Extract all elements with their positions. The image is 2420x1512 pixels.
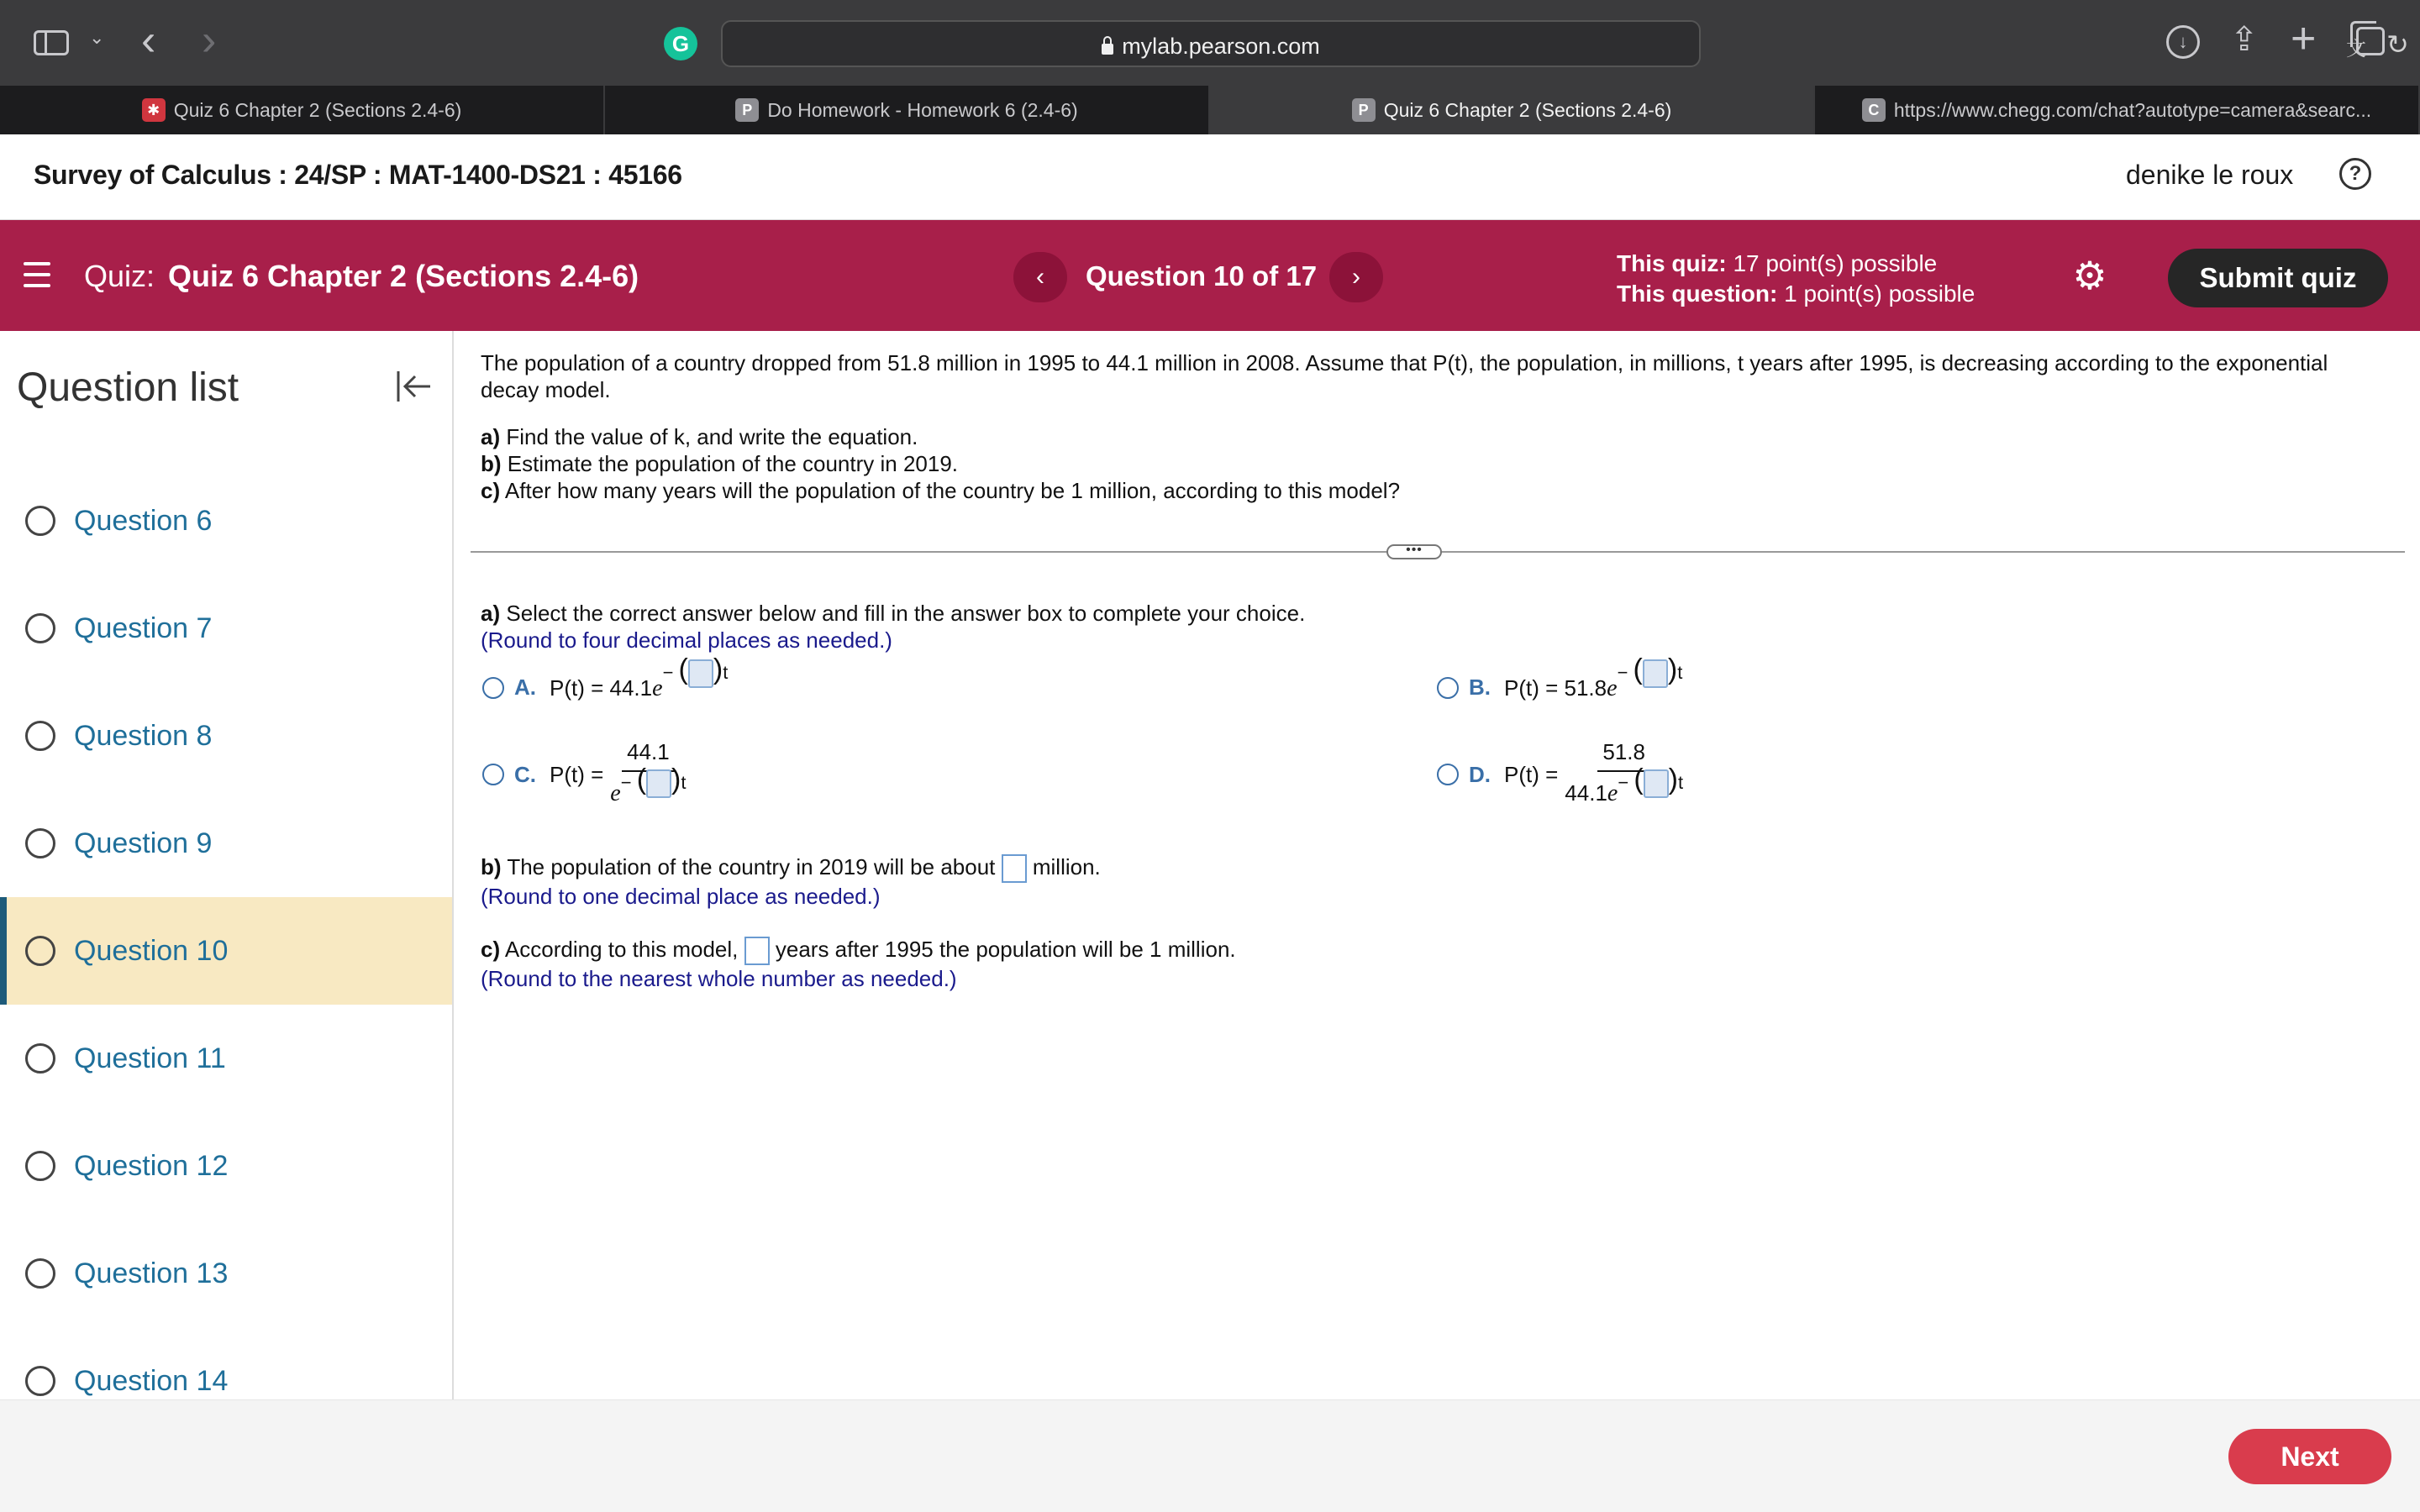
euler-e: e — [1607, 675, 1618, 701]
question-list-item-13[interactable] — [0, 1220, 452, 1327]
browser-tab-bar — [0, 86, 2420, 134]
choice-lhs: P(t) = 44.1 — [550, 675, 653, 701]
part-c-after: years after 1995 the population will be 1 million. — [775, 937, 1236, 962]
fraction-denominator: $44.1e^{- ( )t}$ — [1565, 764, 1684, 806]
part-c-hint: (Round to the nearest whole number as needed.) — [481, 966, 957, 992]
quiz-header — [0, 220, 2420, 331]
choice-letter: C. — [514, 761, 536, 787]
choice-lhs: P(t) = — [550, 761, 604, 787]
new-tab-icon[interactable]: + — [2291, 14, 2317, 63]
settings-gear-icon[interactable]: ⚙ — [2072, 254, 2107, 297]
radio-circle-icon — [25, 613, 55, 643]
answer-box-part-b[interactable] — [1002, 854, 1027, 883]
choice-radio-button[interactable] — [1437, 764, 1459, 785]
choice-c-fraction — [610, 739, 686, 810]
user-name[interactable]: denike le roux — [2126, 160, 2294, 190]
forward-arrow-icon[interactable]: › — [202, 16, 217, 65]
answer-box-choice-c[interactable] — [646, 769, 671, 798]
choice-letter: B. — [1469, 675, 1491, 701]
part-b-hint: (Round to one decimal place as needed.) — [481, 884, 881, 910]
quiz-points-value: 17 point(s) possible — [1733, 250, 1938, 276]
reload-icon[interactable]: ↻ — [2386, 29, 2409, 60]
subpart-c-lead: c) — [481, 478, 501, 503]
question-list-title: Question list — [17, 365, 239, 410]
radio-circle-icon — [25, 1258, 55, 1289]
neg-sign: − — [1617, 662, 1628, 683]
page-footer — [0, 1399, 2420, 1512]
radio-circle-icon — [25, 1366, 55, 1396]
subpart-a-lead: a) — [481, 424, 501, 449]
back-arrow-icon[interactable]: ‹ — [141, 16, 156, 65]
question-list-item-11[interactable] — [0, 1005, 452, 1112]
question-list-item-label: Question 9 — [74, 827, 213, 859]
radio-circle-icon — [25, 1043, 55, 1074]
exponent-t: t — [1677, 662, 1683, 683]
help-icon[interactable]: ? — [2339, 158, 2371, 190]
subpart-c-text: After how many years will the population of the country be 1 million, according to this model? — [504, 478, 1401, 503]
part-c-lead: c) — [481, 937, 501, 962]
question-prompt: The population of a country dropped from 51.8 million in 1995 to 44.1 million in 2008. Assume that P(t), the population, in millions, t years after 1995, is decreasing according to the exponential decay model. — [481, 350, 2328, 402]
question-content — [455, 331, 2420, 1399]
choice-a[interactable] — [482, 654, 729, 705]
hamburger-menu-icon[interactable] — [24, 262, 50, 287]
question-list-item-8[interactable] — [0, 682, 452, 790]
translate-icon[interactable]: 文 — [2346, 38, 2366, 60]
previous-question-button[interactable]: ‹ — [1013, 252, 1067, 302]
answer-box-choice-b[interactable] — [1643, 659, 1668, 688]
subpart-b-text: Estimate the population of the country in 2019. — [507, 451, 959, 476]
course-title: Survey of Calculus : 24/SP : MAT-1400-DS21 : 45166 — [34, 160, 682, 190]
part-c — [481, 936, 1236, 992]
neg-sign: − — [1618, 772, 1629, 793]
pearson-favicon-icon: P — [735, 98, 759, 122]
question-list-item-6[interactable] — [0, 467, 452, 575]
browser-tab-quiz[interactable] — [0, 86, 605, 134]
tab-label: Quiz 6 Chapter 2 (Sections 2.4-6) — [173, 98, 462, 121]
part-b-lead: b) — [481, 854, 502, 879]
quiz-name: Quiz 6 Chapter 2 (Sections 2.4-6) — [168, 259, 639, 293]
choice-radio-button[interactable] — [482, 677, 504, 699]
quiz-favicon-icon: ✱ — [142, 98, 166, 122]
url-text: mylab.pearson.com — [1122, 34, 1320, 59]
choice-a-expression: $P(t) = 44.1e^{- ( )t}$ — [550, 654, 729, 701]
radio-circle-icon — [25, 1151, 55, 1181]
neg-sign: − — [620, 772, 632, 793]
euler-e: e — [1607, 780, 1618, 806]
tab-label: Do Homework - Homework 6 (2.4-6) — [767, 98, 1078, 121]
sidebar-toggle-icon[interactable] — [34, 30, 69, 55]
browser-tab-chegg[interactable] — [1815, 86, 2420, 134]
question-list-item-14[interactable] — [0, 1327, 452, 1399]
question-list-item-label: Question 7 — [74, 612, 213, 644]
part-a-lead: a) — [481, 601, 501, 626]
submit-quiz-button[interactable]: Submit quiz — [2168, 249, 2388, 307]
question-list-item-label: Question 8 — [74, 719, 213, 752]
exponent-t: t — [723, 662, 729, 683]
part-c-before: According to this model, — [504, 937, 739, 962]
lock-icon — [1102, 44, 1113, 55]
chegg-favicon-icon: C — [1862, 98, 1886, 122]
radio-circle-icon — [25, 506, 55, 536]
tab-label: https://www.chegg.com/chat?autotype=camera&searc... — [1893, 98, 2372, 121]
browser-tab-quiz-active[interactable] — [1210, 86, 1815, 134]
choice-lhs: P(t) = 51.8 — [1504, 675, 1607, 701]
share-icon[interactable]: ⇪ — [2230, 21, 2259, 58]
url-display — [723, 34, 1699, 60]
question-list-item-label: Question 10 — [74, 934, 229, 967]
question-list-item-label: Question 6 — [74, 504, 213, 537]
download-icon[interactable]: ↓ — [2166, 25, 2200, 59]
subpart-a-text: Find the value of k, and write the equation. — [506, 424, 918, 449]
choice-radio-button[interactable] — [482, 764, 504, 785]
radio-circle-icon — [25, 721, 55, 751]
question-list-item-10-current[interactable] — [0, 897, 452, 1005]
radio-circle-icon — [25, 828, 55, 858]
answer-box-choice-a[interactable] — [688, 659, 713, 688]
choice-radio-button[interactable] — [1437, 677, 1459, 699]
quiz-points-label: This quiz: — [1617, 250, 1727, 276]
part-a-text: Select the correct answer below and fill in the answer box to complete your choice. — [506, 601, 1306, 626]
question-points-label: This question: — [1617, 281, 1778, 307]
question-list-item-label: Question 14 — [74, 1364, 229, 1397]
subpart-b-lead: b) — [481, 451, 502, 476]
next-button[interactable]: Next — [2228, 1429, 2391, 1484]
tab-label: Quiz 6 Chapter 2 (Sections 2.4-6) — [1383, 98, 1672, 121]
answer-box-part-c[interactable] — [744, 937, 770, 965]
exponent-t: t — [681, 772, 687, 793]
fraction-numerator: 44.1 — [622, 739, 675, 772]
grammarly-extension-icon[interactable]: G — [664, 27, 697, 60]
choice-c[interactable] — [482, 739, 687, 810]
part-a-hint: (Round to four decimal places as needed.) — [481, 627, 892, 653]
answer-box-choice-d[interactable] — [1644, 769, 1669, 798]
fraction-numerator: 51.8 — [1597, 739, 1650, 772]
tab-overview-icon[interactable] — [2356, 27, 2385, 55]
part-b — [481, 853, 1101, 910]
fraction-denominator: $e^{- ( )t}$ — [610, 764, 687, 806]
question-list-item-12[interactable] — [0, 1112, 452, 1220]
question-subparts — [481, 423, 1400, 504]
question-list-panel — [0, 331, 454, 1399]
question-list-item-label: Question 12 — [74, 1149, 229, 1182]
expand-handle-icon[interactable]: ••• — [1386, 544, 1442, 559]
chevron-down-icon[interactable]: ⌄ — [89, 27, 105, 48]
choice-d[interactable] — [1437, 739, 1683, 810]
question-list-item-9[interactable] — [0, 790, 452, 897]
question-list-item-7[interactable] — [0, 575, 452, 682]
denominator-coefficient: 44.1 — [1565, 780, 1607, 806]
choice-lhs: P(t) = — [1504, 761, 1559, 787]
neg-sign: − — [662, 662, 674, 683]
points-info — [1617, 249, 1975, 309]
next-question-button[interactable]: › — [1329, 252, 1383, 302]
question-counter: Question 10 of 17 — [1086, 260, 1318, 291]
course-header — [0, 134, 2420, 220]
euler-e: e — [610, 780, 621, 806]
part-a-instructions — [481, 600, 1305, 654]
collapse-panel-icon[interactable] — [393, 366, 434, 407]
euler-e: e — [652, 675, 663, 701]
pearson-favicon-icon: P — [1352, 98, 1376, 122]
browser-tab-homework[interactable] — [605, 86, 1210, 134]
choice-letter: A. — [514, 675, 536, 701]
quiz-label: Quiz: — [84, 259, 155, 293]
part-b-after: million. — [1032, 854, 1101, 879]
choice-b[interactable] — [1437, 654, 1683, 705]
choice-d-fraction — [1565, 739, 1683, 810]
question-list-item-label: Question 13 — [74, 1257, 229, 1289]
choice-letter: D. — [1469, 761, 1491, 787]
choice-b-expression: $P(t) = 51.8e^{- ( )t}$ — [1504, 654, 1683, 701]
exponent-t: t — [1677, 772, 1684, 793]
radio-circle-icon — [25, 936, 55, 966]
question-points-value: 1 point(s) possible — [1784, 281, 1975, 307]
address-bar[interactable] — [721, 20, 2409, 67]
part-b-before: The population of the country in 2019 will be about — [507, 854, 996, 879]
browser-toolbar — [0, 0, 2420, 86]
question-list-item-label: Question 11 — [74, 1042, 226, 1074]
